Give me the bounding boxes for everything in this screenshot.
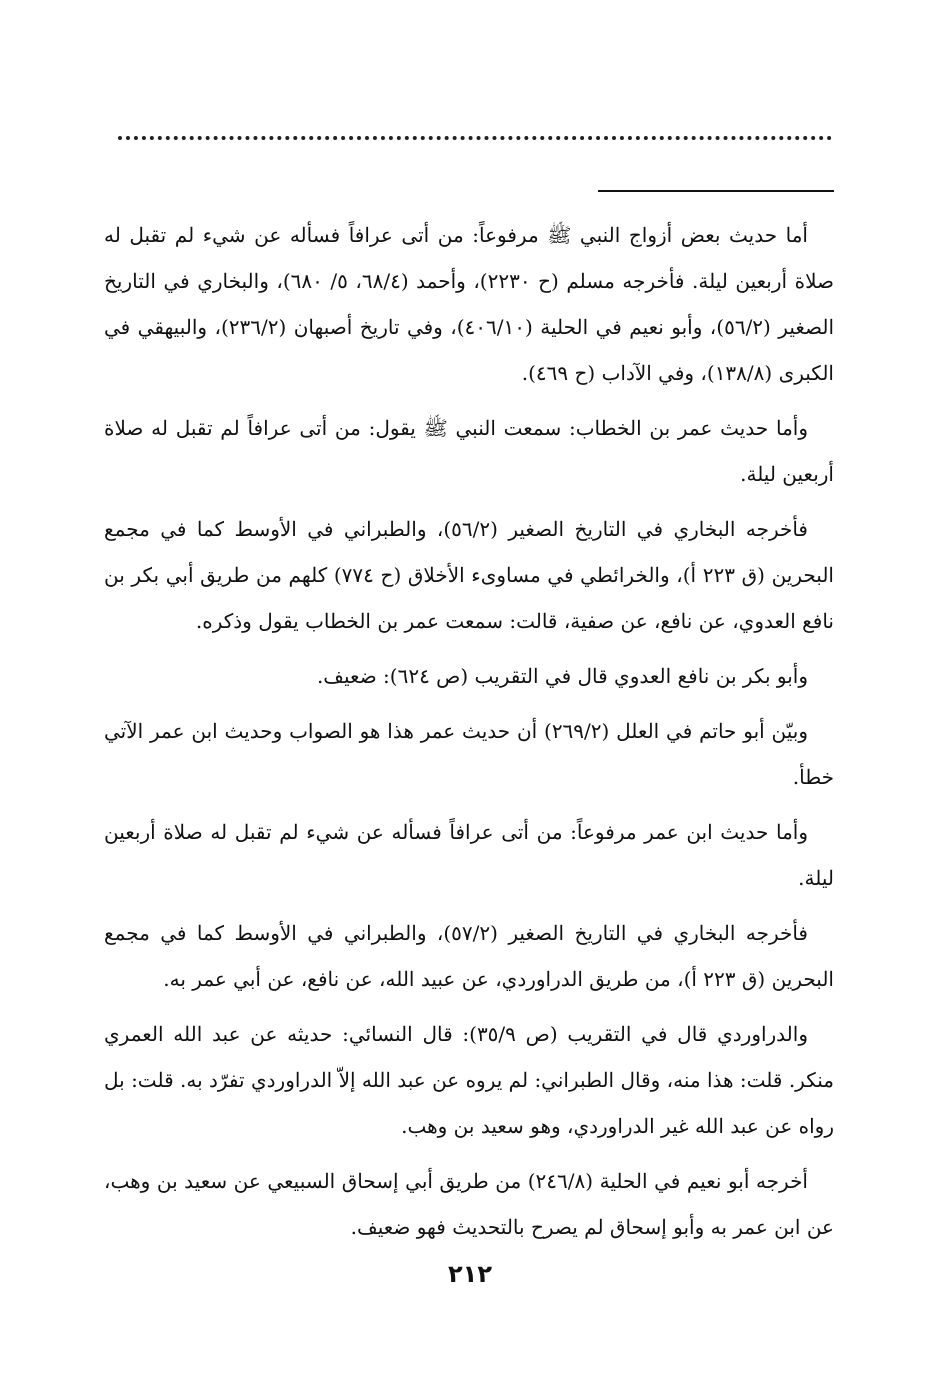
paragraph-3: فأخرجه البخاري في التاريخ الصغير (٥٦/٢)، والطبراني في الأوسط كما في مجمع البحرين (ق ٢٢٣ أ)، والخرائطي في مساوىء الأخلاق (ح ٧٧٤) كلهم من طريق أبي بكر بن نافع العدوي، عن نافع، عن صفية، قالت: سمعت عمر بن الخطاب يقول وذكره. xyxy=(104,517,834,633)
footnote-rule xyxy=(598,190,834,192)
dotted-separator xyxy=(118,136,832,140)
paragraph-8: والدراوردي قال في التقريب (ص ٣٥/٩): قال النسائي: حديثه عن عبد الله العمري منكر. قلت: هذا منه، وقال الطبراني: لم يروه عن عبد الله إلاّ الدراوردي تفرّد به. قلت: بل رواه عن عبد الله غير الدراوردي، وهو سعيد بن وهب. xyxy=(104,1022,834,1138)
paragraph-1: أما حديث بعض أزواج النبي ﷺ مرفوعاً: من أتى عرافاً فسأله عن شيء لم تقبل له صلاة أربعين ليلة. فأخرجه مسلم (ح ٢٢٣٠)، وأحمد (٦٨/٤، ٥/ ٦٨٠)، والبخاري في التاريخ الصغير (٥٦/٢)، وأبو نعيم في الحلية (٤٠٦/١٠)، وفي تاريخ أصبهان (٢٣٦/٢)، والبيهقي في الكبرى (١٣٨/٨)، وفي الآداب (ح ٤٦٩). xyxy=(104,223,834,385)
paragraph-2: وأما حديث عمر بن الخطاب: سمعت النبي ﷺ يقول: من أتى عرافاً لم تقبل له صلاة أربعين ليلة. xyxy=(104,416,834,486)
paragraph-6: وأما حديث ابن عمر مرفوعاً: من أتى عرافاً فسأله عن شيء لم تقبل له صلاة أربعين ليلة. xyxy=(104,820,834,890)
paragraph-5: وبيّن أبو حاتم في العلل (٢٦٩/٢) أن حديث عمر هذا هو الصواب وحديث ابن عمر الآتي خطأ. xyxy=(104,719,834,789)
paragraph-4: وأبو بكر بن نافع العدوي قال في التقريب (ص ٦٢٤): ضعيف. xyxy=(316,664,808,688)
paragraph-7: فأخرجه البخاري في التاريخ الصغير (٥٧/٢)، والطبراني في الأوسط كما في مجمع البحرين (ق ٢٢٣ أ)، من طريق الدراوردي، عن عبيد الله، عن نافع، عن أبي عمر به. xyxy=(104,921,834,991)
footnote-text xyxy=(104,212,834,1259)
page-number: ٢١٢ xyxy=(448,1260,492,1288)
paragraph-9: أخرجه أبو نعيم في الحلية (٢٤٦/٨) من طريق أبي إسحاق السبيعي عن سعيد بن وهب، عن ابن عمر به وأبو إسحاق لم يصرح بالتحديث فهو ضعيف. xyxy=(104,1169,834,1239)
